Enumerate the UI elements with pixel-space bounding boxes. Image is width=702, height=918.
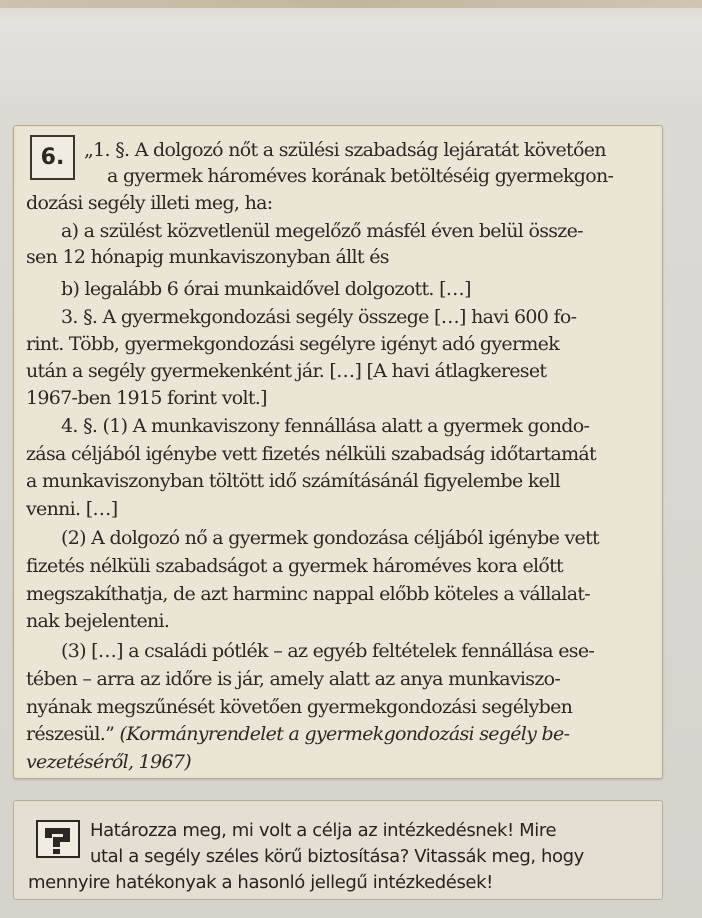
text-line: nyának megszűnését követően gyermekgondozási segélyben (26, 696, 573, 718)
task-line: utal a segély széles körű biztosítása? Vitassák meg, hogy (90, 846, 584, 867)
text-line (26, 723, 569, 745)
text-line: tében – arra az időre is jár, amely alatt az anya munkaviszo- (26, 668, 561, 690)
text-line: a munkaviszonyban töltött idő számításánál figyelembe kell (26, 470, 560, 492)
text-line: megszakíthatja, de azt harminc nappal előbb köteles a vállalat- (26, 583, 591, 605)
text-line: a) a szülést közvetlenül megelőző másfél éven belül össze- (61, 220, 583, 242)
text-line: (3) […] a családi pótlék – az egyéb feltételek fennállása ese- (61, 640, 595, 662)
text-line: zása céljából igénybe vett fizetés nélküli szabadság időtartamát (26, 443, 596, 465)
text-line: dozási segély illeti meg, ha: (26, 192, 273, 214)
text-line: venni. […] (26, 498, 118, 520)
text-line: 3. §. A gyermekgondozási segély összege […] havi 600 fo- (61, 306, 577, 328)
page-top-edge (0, 0, 702, 8)
quote-end: részesül.” (26, 723, 115, 745)
text-line: b) legalább 6 órai munkaidővel dolgozott. […] (61, 278, 471, 300)
text-line: rint. Több, gyermekgondozási segélyre igényt adó gyermek (26, 333, 560, 355)
text-line: 1967-ben 1915 forint volt.] (26, 387, 267, 409)
source-citation: (Kormányrendelet a gyermekgondozási segély be- (119, 723, 570, 745)
text-line: után a segély gyermekenként jár. […] [A havi átlagkereset (26, 360, 547, 382)
text-line: „1. §. A dolgozó nőt a szülési szabadság lejáratát követően (84, 139, 606, 161)
text-line: fizetés nélküli szabadságot a gyermek hároméves kora előtt (26, 555, 563, 577)
question-task-icon (36, 820, 80, 858)
text-line: 4. §. (1) A munkaviszony fennállása alatt a gyermek gondo- (61, 415, 590, 437)
text-line: nak bejelenteni. (26, 610, 170, 632)
task-line: mennyire hatékonyak a hasonló jellegű intézkedések! (28, 872, 493, 893)
source-citation-continued: vezetéséről, 1967) (26, 751, 191, 773)
text-line: (2) A dolgozó nő a gyermek gondozása céljából igénybe vett (61, 527, 599, 549)
text-line: a gyermek hároméves korának betöltéséig gyermekgon- (107, 165, 614, 187)
exercise-number: 6. (30, 135, 75, 180)
task-line: Határozza meg, mi volt a célja az intézkedésnek! Mire (90, 820, 557, 841)
text-line: sen 12 hónapig munkaviszonyban állt és (26, 246, 389, 268)
